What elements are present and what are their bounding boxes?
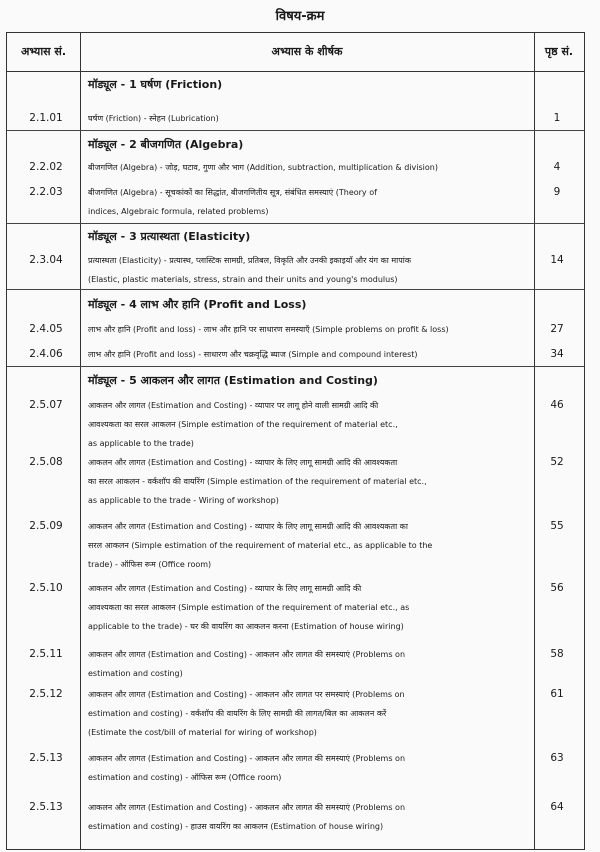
page-number: 27 [550,323,564,335]
module-title: मॉड्यूल - 4 लाभ और हानि (Profit and Loss) [88,298,307,311]
page-number: 61 [550,688,564,700]
header-page-no: पृष्ठ सं. [544,45,574,58]
exercise-title-line: trade) - ऑफिस रूम (Office room) [88,560,212,569]
exercise-number: 2.4.05 [29,323,63,335]
exercise-title [88,109,534,128]
exercise-title-line: लाभ और हानि (Profit and loss) - लाभ और हानि पर साधारण समस्याएँ (Simple problems on profit & loss) [88,325,449,334]
page-number: 52 [550,456,564,468]
exercise-title-line: (Estimate the cost/bill of material for wiring of workshop) [88,728,317,737]
exercise-number: 2.5.13 [29,801,63,813]
page-number: 14 [550,254,564,266]
exercise-title-line: आकलन और लागत (Estimation and Costing) - व्यापार के लिए लागू सामग्री आदि की आवश्यकता [88,458,398,467]
exercise-title-line: आकलन और लागत (Estimation and Costing) - आकलन और लागत पर समस्याएं (Problems on [88,690,405,699]
exercise-title-line: indices, Algebraic formula, related problems) [88,207,269,216]
exercise-number: 2.5.11 [29,648,63,660]
exercise-title-line: estimation and costing) [88,669,183,678]
exercise-title-line: as applicable to the trade - Wiring of workshop) [88,496,279,505]
module-title: मॉड्यूल - 2 बीजगणित (Algebra) [88,138,244,151]
exercise-title-line: प्रत्यास्थता (Elasticity) - प्रत्यास्थ, प्लास्टिक सामग्री, प्रतिबल, विकृति और उनकी इकाइयाँ और यंग का मापांक [88,256,411,265]
module-separator [7,366,584,367]
exercise-number: 2.2.03 [29,186,63,198]
exercise-title-line: आवश्यकता का सरल आकलन (Simple estimation of the requirement of material etc., [88,420,398,429]
exercise-title [88,345,534,364]
exercise-title [88,251,534,289]
exercise-title-line: आकलन और लागत (Estimation and Costing) - आकलन और लागत की समस्याएं (Problems on [88,650,406,659]
page-number: 9 [553,186,561,198]
page-number: 56 [550,582,564,594]
exercise-title-line: estimation and costing) - हाउस वायरिंग का आकलन (Estimation of house wiring) [88,822,384,831]
module-separator [7,130,584,131]
exercise-title [88,685,534,742]
exercise-title-line: आवश्यकता का सरल आकलन (Simple estimation of the requirement of material etc., as [88,603,410,612]
exercise-number: 2.5.09 [29,520,63,532]
module-separator [7,289,584,290]
exercise-number: 2.5.08 [29,456,63,468]
exercise-title [88,749,534,787]
exercise-title-line: (Elastic, plastic materials, stress, strain and their units and young's modulus) [88,275,398,284]
exercise-title-line: का सरल आकलन - वर्कशॉप की वायरिंग (Simple estimation of the requirement of material etc., [88,477,427,486]
page-number: 46 [550,399,564,411]
header-exercise-no: अभ्यास सं. [20,45,67,58]
exercise-title [88,320,534,339]
exercise-title [88,396,534,453]
module-title: मॉड्यूल - 5 आकलन और लागत (Estimation and Costing) [88,374,378,387]
exercise-title-line: सरल आकलन (Simple estimation of the requirement of material etc., as applicable to the [88,541,433,550]
header-title: अभ्यास के शीर्षक [271,45,343,58]
exercise-number: 2.4.06 [29,348,63,360]
exercise-title-line: लाभ और हानि (Profit and loss) - साधारण और चक्रवृद्धि ब्याज (Simple and compound interest) [88,350,418,359]
table-header [7,33,584,72]
page-number: 1 [553,112,561,124]
exercise-title-line: applicable to the trade) - घर की वायरिंग का आकलन करना (Estimation of house wiring) [88,622,404,631]
column-divider [534,33,535,849]
exercise-title-line: as applicable to the trade) [88,439,194,448]
module-title: मॉड्यूल - 3 प्रत्यास्थता (Elasticity) [88,230,251,243]
exercise-number: 2.3.04 [29,254,63,266]
exercise-title-line: आकलन और लागत (Estimation and Costing) - व्यापार के लिए लागू सामग्री आदि की आवश्यकता का [88,522,408,531]
column-divider [80,33,81,849]
page-number: 55 [550,520,564,532]
exercise-title [88,183,534,221]
page-number: 64 [550,801,564,813]
exercise-title-line: estimation and costing) - ऑफिस रूम (Office room) [88,773,282,782]
exercise-title-line: आकलन और लागत (Estimation and Costing) - व्यापार पर लागू होने वाली सामग्री आदि की [88,401,379,410]
exercise-title [88,798,534,836]
page-title: विषय-क्रम [275,9,325,24]
toc-table [6,32,585,850]
exercise-number: 2.2.02 [29,161,63,173]
exercise-number: 2.1.01 [29,112,63,124]
exercise-title-line: घर्षण (Friction) - स्नेहन (Lubrication) [88,114,219,123]
exercise-number: 2.5.07 [29,399,63,411]
exercise-title-line: आकलन और लागत (Estimation and Costing) - आकलन और लागत की समस्याएं (Problems on [88,803,406,812]
exercise-title [88,453,534,510]
page-number: 58 [550,648,564,660]
page-number: 4 [553,161,561,173]
page-number: 34 [550,348,564,360]
exercise-title-line: बीजगणित (Algebra) - सूचकांकों का सिद्धांत, बीजगणितीय सूत्र, संबंधित समस्याएं (Theory of [88,188,377,197]
exercise-number: 2.5.12 [29,688,63,700]
exercise-number: 2.5.10 [29,582,63,594]
page-number: 63 [550,752,564,764]
exercise-title [88,645,534,683]
exercise-title-line: आकलन और लागत (Estimation and Costing) - व्यापार के लिए लागू सामग्री आदि की [88,584,362,593]
exercise-title-line: बीजगणित (Algebra) - जोड़, घटाव, गुणा और भाग (Addition, subtraction, multiplication & division) [88,163,438,172]
exercise-number: 2.5.13 [29,752,63,764]
exercise-title-line: estimation and costing) - वर्कशॉप की वायरिंग के लिए सामग्री की लागत/बिल का आकलन करें [88,709,387,718]
exercise-title [88,517,534,574]
exercise-title [88,579,534,636]
exercise-title-line: आकलन और लागत (Estimation and Costing) - आकलन और लागत की समस्याएं (Problems on [88,754,406,763]
module-separator [7,223,584,224]
exercise-title [88,158,534,177]
module-title: मॉड्यूल - 1 घर्षण (Friction) [88,78,223,91]
